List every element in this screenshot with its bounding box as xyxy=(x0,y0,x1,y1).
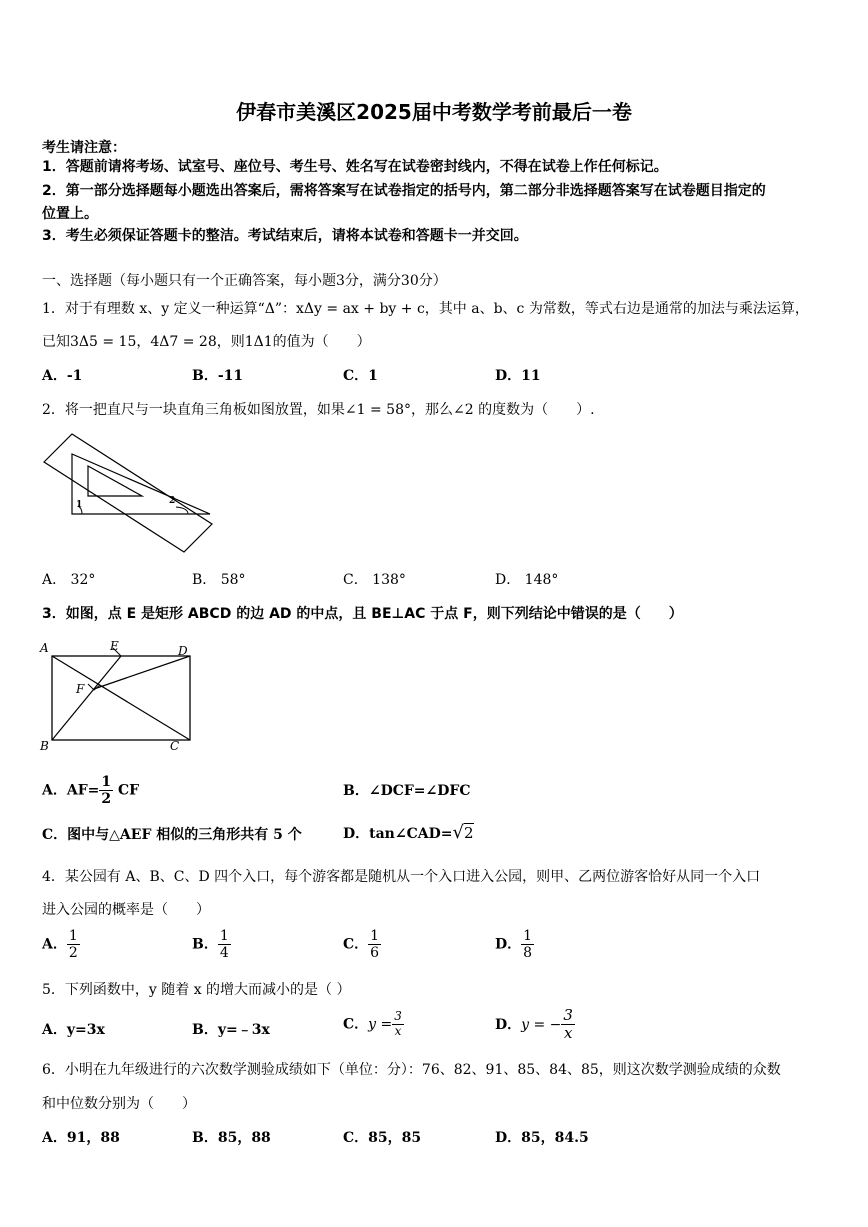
label-b: B xyxy=(40,739,49,753)
q4-option-d[interactable] xyxy=(495,928,534,961)
q2-option-b[interactable]: B． 58° xyxy=(192,572,246,588)
sqrt-sign-icon: √ xyxy=(452,822,464,843)
page-title: 伊春市美溪区2025届中考数学考前最后一卷 xyxy=(236,100,632,124)
q3-option-d[interactable] xyxy=(343,822,474,843)
fraction-denominator: 8 xyxy=(523,945,533,962)
q4-stem-line1: 4．某公园有 A、B、C、D 四个入口，每个游客都是随机从一个入口进入公园，则甲、乙两位游客恰好从同一个入口 xyxy=(42,869,761,885)
q6-stem-line1: 6．小明在九年级进行的六次数学测验成绩如下（单位：分）：76、82、91、85、84、85，则这次数学测验成绩的众数 xyxy=(42,1062,781,1078)
q3-option-d-radicand: 2 xyxy=(463,824,474,842)
q5-option-c[interactable] xyxy=(343,1010,404,1039)
q5-option-b[interactable]: B．y=﹣3x xyxy=(192,1022,270,1038)
angle-2-label: 2 xyxy=(169,496,176,506)
label-c: C xyxy=(170,739,180,753)
fraction-numerator: 1 xyxy=(68,928,78,944)
q1-option-a[interactable]: A．-1 xyxy=(42,368,83,384)
q4-stem-line2: 进入公园的概率是（ ） xyxy=(42,902,210,918)
q6-option-d[interactable]: D．85，84.5 xyxy=(495,1130,589,1146)
fraction-denominator: 4 xyxy=(219,945,229,962)
q6-option-a[interactable]: A．91，88 xyxy=(42,1130,120,1146)
fraction-numerator: 3 xyxy=(563,1006,573,1024)
option-fraction xyxy=(67,928,80,961)
q6-stem-line2: 和中位数分别为（ ） xyxy=(42,1096,196,1112)
notice-item-3: 3．考生必须保证答题卡的整洁。考试结束后，请将本试卷和答题卡一并交回。 xyxy=(42,228,528,244)
option-fraction xyxy=(521,928,534,961)
triangle-outer xyxy=(72,454,210,514)
fraction-denominator: 2 xyxy=(101,791,112,808)
q4-option-a[interactable] xyxy=(42,928,80,961)
option-label: C． xyxy=(343,1016,369,1033)
q3-option-a-fraction xyxy=(99,774,113,807)
fraction-denominator: 2 xyxy=(68,945,78,962)
label-e: E xyxy=(110,639,119,653)
option-fraction xyxy=(218,928,231,961)
notice-item-1: 1．答题前请将考场、试室号、座位号、考生号、姓名写在试卷密封线内，不得在试卷上作任何标记。 xyxy=(42,159,668,175)
segment-df xyxy=(94,656,190,689)
q5-option-d[interactable] xyxy=(495,1007,575,1043)
q3-option-a-prefix: A．AF= xyxy=(42,782,100,799)
q1-stem-line1: 1．对于有理数 x、y 定义一种运算“Δ”：xΔy = ax + by + c，其中 a、b、c 为常数，等式右边是通常的加法与乘法运算， xyxy=(42,301,809,317)
label-d: D xyxy=(178,644,188,658)
fraction-numerator: 1 xyxy=(523,928,533,944)
q3-option-a[interactable] xyxy=(42,774,139,807)
option-label: D． xyxy=(495,1016,522,1033)
notice-heading: 考生请注意： xyxy=(42,140,126,156)
q1-option-c[interactable]: C．1 xyxy=(343,368,378,384)
notice-item-2-cont: 位置上。 xyxy=(42,206,98,222)
q1-stem-line2: 已知3Δ5 = 15，4Δ7 = 28，则1Δ1的值为（ ） xyxy=(42,334,371,350)
ruler-shape xyxy=(44,434,212,552)
q4-option-c[interactable] xyxy=(343,928,381,961)
q3-option-d-prefix: D．tan∠CAD= xyxy=(343,826,453,842)
q2-option-c[interactable]: C． 138° xyxy=(343,572,406,588)
diagonal-ac xyxy=(52,656,190,740)
q2-stem: 2．将一把直尺与一块直角三角板如图放置，如果∠1 = 58°，那么∠2 的度数为（ ）. xyxy=(42,402,595,418)
q3-option-b[interactable]: B．∠DCF=∠DFC xyxy=(343,783,471,799)
q3-figure-rectangle xyxy=(38,638,198,756)
q2-option-a[interactable]: A． 32° xyxy=(42,572,96,588)
fraction-numerator: 1 xyxy=(370,928,380,944)
q3-stem: 3．如图，点 E 是矩形 ABCD 的边 AD 的中点，且 BE⊥AC 于点 F，则下列结论中错误的是（ ） xyxy=(42,606,683,622)
q1-option-d[interactable]: D．11 xyxy=(495,368,541,384)
q4-option-b[interactable] xyxy=(192,928,231,961)
fraction-denominator: x xyxy=(563,1024,573,1043)
fraction-numerator: 1 xyxy=(101,774,112,790)
angle-1-label: 1 xyxy=(76,500,83,510)
option-label: C． xyxy=(343,936,369,953)
fraction-numerator: 3 xyxy=(394,1009,402,1023)
option-lhs: y = xyxy=(368,1016,393,1033)
q5-stem: 5．下列函数中，y 随着 x 的增大而减小的是（ ） xyxy=(42,982,351,998)
section-heading: 一、选择题（每小题只有一个正确答案，每小题3分，满分30分） xyxy=(42,273,447,289)
label-f: F xyxy=(76,682,85,696)
q5-option-a[interactable]: A．y=3x xyxy=(42,1022,105,1038)
q2-option-d[interactable]: D． 148° xyxy=(495,572,559,588)
option-fraction xyxy=(368,928,381,961)
notice-item-2: 2．第一部分选择题每小题选出答案后，需将答案写在试卷指定的括号内，第二部分非选择题答案写在试卷题目指定的 xyxy=(42,183,766,199)
q3-option-c[interactable]: C．图中与△AEF 相似的三角形共有 5 个 xyxy=(42,827,302,843)
option-label: B． xyxy=(192,936,218,953)
fraction-denominator: x xyxy=(394,1023,402,1038)
q6-option-c[interactable]: C．85，85 xyxy=(343,1130,422,1146)
option-lhs: y = − xyxy=(521,1016,562,1033)
option-label: D． xyxy=(495,936,522,953)
q2-figure-ruler-triangle xyxy=(38,428,218,554)
q3-option-a-suffix: CF xyxy=(118,782,140,799)
fraction-denominator: 6 xyxy=(370,945,380,962)
segment-be xyxy=(52,656,121,740)
q1-option-b[interactable]: B．-11 xyxy=(192,368,244,384)
option-label: A． xyxy=(42,936,67,953)
label-a: A xyxy=(40,641,49,655)
option-fraction xyxy=(561,1007,575,1043)
q6-option-b[interactable]: B．85，88 xyxy=(192,1130,271,1146)
fraction-numerator: 1 xyxy=(219,928,229,944)
option-fraction xyxy=(392,1010,404,1039)
